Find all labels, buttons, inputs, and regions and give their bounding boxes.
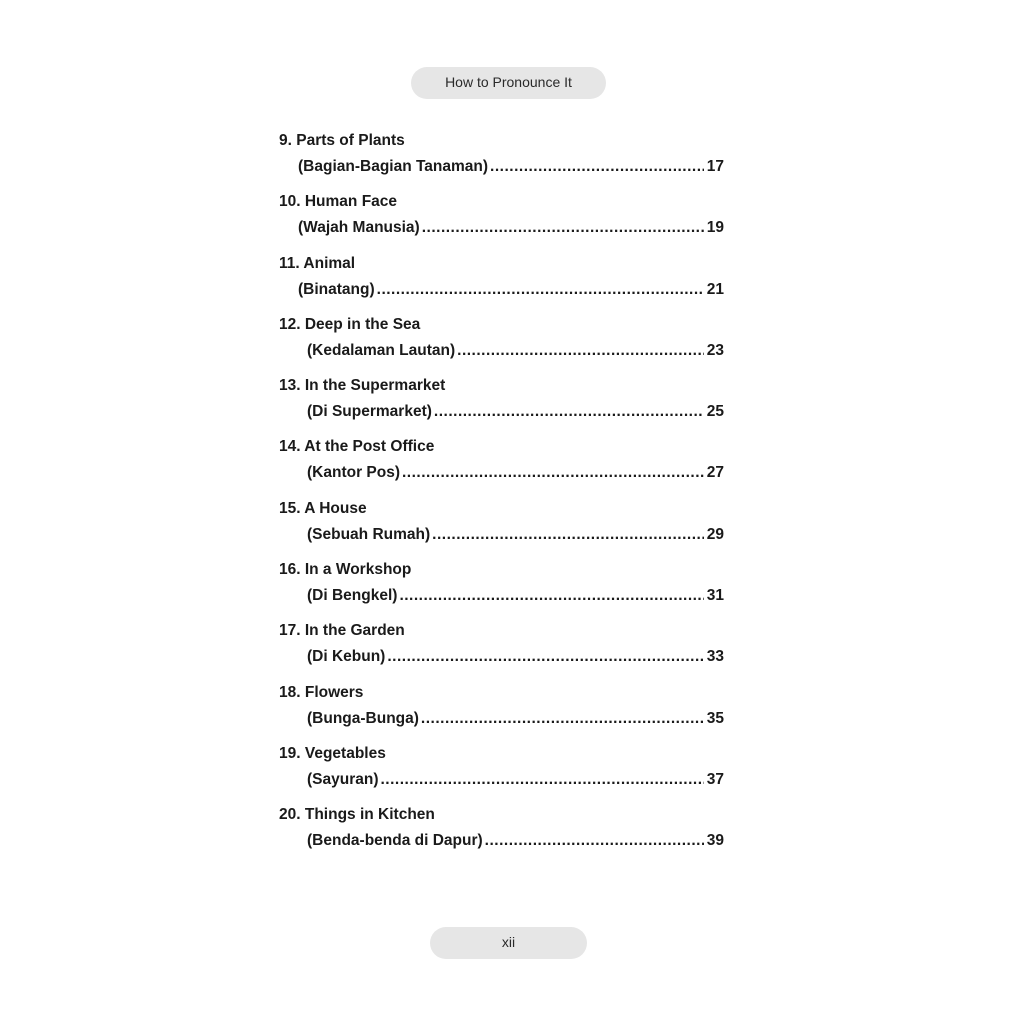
toc-entry-page: 31 (706, 587, 724, 605)
toc-entry-page: 39 (706, 832, 724, 850)
toc-entry-line (279, 583, 724, 609)
toc-entry-subtitle: (Sebuah Rumah) (307, 525, 431, 543)
toc-entry-title: 15. A House (279, 499, 367, 517)
toc-entry-subtitle: (Bunga-Bunga) (307, 709, 419, 727)
dot-leader (402, 460, 704, 486)
dot-leader (432, 522, 704, 548)
toc-entry[interactable] (279, 802, 724, 863)
toc-entry[interactable] (279, 434, 724, 495)
toc-entry-title: 16. In a Workshop (279, 561, 412, 579)
toc-entry[interactable] (279, 741, 724, 802)
dot-leader (457, 338, 704, 364)
toc-entry-page: 35 (706, 709, 724, 727)
toc-entry[interactable] (279, 618, 724, 679)
dot-leader (387, 644, 704, 670)
toc-entry[interactable] (279, 496, 724, 557)
toc-entry-title: 17. In the Garden (279, 622, 405, 640)
toc-entry-subtitle: (Kantor Pos) (307, 464, 400, 482)
toc-entry-line (279, 644, 724, 670)
toc-entry[interactable] (279, 557, 724, 618)
toc-entry-page: 29 (706, 525, 724, 543)
toc-entry-page: 21 (706, 280, 724, 298)
toc-entry[interactable] (279, 251, 724, 312)
toc-entry-line (279, 460, 724, 486)
dot-leader (490, 154, 704, 180)
dot-leader (421, 706, 704, 732)
toc-entry-title: 13. In the Supermarket (279, 377, 446, 395)
toc-entry-line (279, 522, 724, 548)
toc-entry-subtitle: (Binatang) (298, 280, 375, 298)
toc-entry[interactable] (279, 189, 724, 250)
toc-entry-subtitle: (Wajah Manusia) (298, 219, 420, 237)
toc-entry-page: 19 (706, 219, 724, 237)
toc-entry-subtitle: (Benda-benda di Dapur) (307, 832, 483, 850)
running-header-title: How to Pronounce It (445, 74, 572, 90)
toc-entry-line (279, 706, 724, 732)
toc-entry-line (279, 277, 724, 303)
page-number-badge (430, 927, 587, 959)
dot-leader (399, 583, 704, 609)
toc-entry[interactable] (279, 128, 724, 189)
toc-entry-page: 33 (706, 648, 724, 666)
toc-entry-subtitle: (Kedalaman Lautan) (307, 341, 456, 359)
toc-entry-title: 9. Parts of Plants (279, 132, 405, 149)
running-header (411, 67, 606, 99)
toc-entry-title: 18. Flowers (279, 683, 364, 701)
toc-entry-line (279, 338, 724, 364)
dot-leader (485, 828, 704, 854)
toc-entry-page: 23 (706, 341, 724, 359)
toc-entry-line (279, 215, 724, 241)
dot-leader (422, 215, 704, 241)
toc-entry-subtitle: (Di Kebun) (307, 648, 386, 666)
dot-leader (381, 767, 705, 793)
toc-entry-page: 17 (706, 158, 724, 175)
toc-entry[interactable] (279, 373, 724, 434)
toc-entry-subtitle: (Di Supermarket) (307, 403, 432, 421)
table-of-contents (279, 128, 724, 864)
toc-entry-title: 11. Animal (279, 254, 356, 272)
toc-entry-subtitle: (Sayuran) (307, 770, 379, 788)
toc-entry-page: 37 (706, 770, 724, 788)
toc-entry-title: 10. Human Face (279, 193, 398, 211)
dot-leader (377, 277, 704, 303)
toc-entry-title: 19. Vegetables (279, 744, 386, 762)
toc-entry-subtitle: (Bagian-Bagian Tanaman) (298, 158, 489, 175)
toc-entry[interactable] (279, 680, 724, 741)
toc-entry-title: 14. At the Post Office (279, 438, 435, 456)
toc-entry-line (279, 399, 724, 425)
dot-leader (434, 399, 704, 425)
toc-entry[interactable] (279, 312, 724, 373)
page-number: xii (501, 934, 516, 950)
toc-entry-title: 12. Deep in the Sea (279, 315, 421, 333)
toc-entry-line (279, 767, 724, 793)
toc-entry-page: 25 (706, 403, 724, 421)
toc-entry-subtitle: (Di Bengkel) (307, 587, 398, 605)
toc-entry-title: 20. Things in Kitchen (279, 806, 435, 824)
toc-entry-line (279, 154, 724, 180)
toc-entry-page: 27 (706, 464, 724, 482)
toc-entry-line (279, 828, 724, 854)
